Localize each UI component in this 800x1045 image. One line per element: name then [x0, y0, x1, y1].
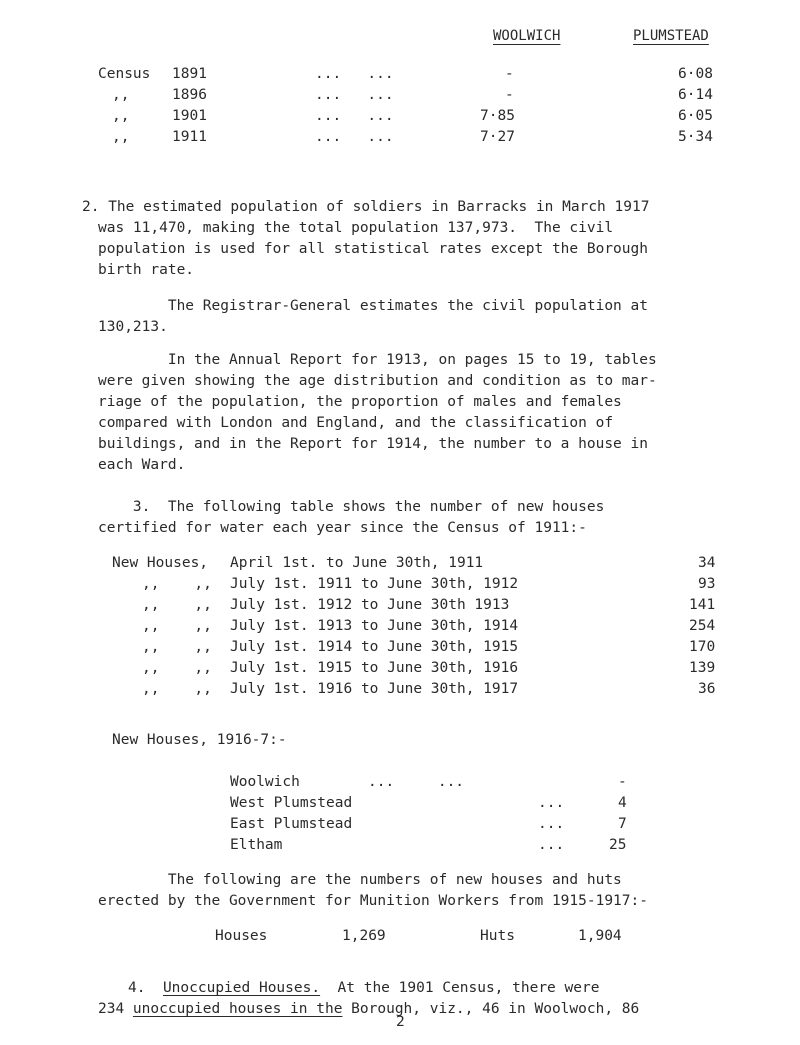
text-line: 3. The following table shows the number of new houses [98, 499, 605, 515]
table-row [0, 660, 800, 682]
text-line: erected by the Government for Munition Workers from 1915-1917:- [98, 893, 648, 909]
list-item [0, 774, 800, 796]
text-line: birth rate. [98, 262, 195, 278]
area-name: Eltham [230, 837, 283, 853]
huts-value: 1,904 [578, 928, 622, 944]
text-line: each Ward. [98, 457, 186, 473]
row-count: 170 [689, 639, 716, 655]
text-line [98, 978, 788, 999]
houses-label: Houses [215, 928, 268, 944]
table-row [0, 597, 800, 619]
list-item [0, 795, 800, 817]
leader-dots: ... [538, 795, 565, 811]
census-label: ,, [112, 129, 130, 145]
row-period: July 1st. 1912 to June 30th 1913 [230, 597, 510, 613]
census-row [0, 129, 800, 151]
row-prefix: New Houses, [112, 555, 209, 571]
census-year: 1896 [172, 87, 207, 103]
paragraph-munition [98, 870, 788, 912]
census-year: 1901 [172, 108, 207, 124]
row-period: July 1st. 1915 to June 30th, 1916 [230, 660, 519, 676]
text-line: 2. The estimated population of soldiers in Barracks in March 1917 [82, 199, 650, 215]
table-row [0, 618, 800, 640]
text-line: certified for water each year since the Census of 1911:- [98, 520, 587, 536]
table-row [0, 555, 800, 577]
text-line: compared with London and England, and the classification of [98, 415, 614, 431]
row-prefix: ,, ,, [142, 660, 212, 676]
text-fragment: Borough, viz., 46 in Woolwoch, 86 [342, 1001, 640, 1017]
census-row [0, 66, 800, 88]
text-line: buildings, and in the Report for 1914, the number to a house in [98, 436, 648, 452]
text-line: The following are the numbers of new houses and huts [98, 872, 622, 888]
text-line: 130,213. [98, 319, 168, 335]
plumstead-value: 5·34 [678, 129, 713, 145]
text-line: population is used for all statistical rates except the Borough [98, 241, 648, 257]
header-woolwich: WOOLWICH [493, 28, 561, 44]
area-count: 7 [618, 816, 627, 832]
woolwich-value: 7·85 [480, 108, 515, 124]
text-line: was 11,470, making the total population 137,973. The civil [98, 220, 614, 236]
munition-totals [0, 928, 800, 950]
row-period: April 1st. to June 30th, 1911 [230, 555, 484, 571]
census-year: 1911 [172, 129, 207, 145]
leader-dots: ... ... [315, 129, 394, 145]
table-row [0, 576, 800, 598]
area-name: West Plumstead [230, 795, 353, 811]
census-year: 1891 [172, 66, 207, 82]
list-item [0, 816, 800, 838]
row-count: 36 [698, 681, 716, 697]
leader-dots: ... [538, 816, 565, 832]
leader-dots: ... ... [315, 66, 394, 82]
area-count: 25 [609, 837, 627, 853]
paragraph-new-houses [98, 497, 788, 539]
row-prefix: ,, ,, [142, 576, 212, 592]
text-line: riage of the population, the proportion of males and females [98, 394, 622, 410]
area-name: East Plumstead [230, 816, 353, 832]
leader-dots: ... ... [368, 774, 465, 790]
area-name: Woolwich [230, 774, 300, 790]
table-row [0, 639, 800, 661]
text-fragment: 234 [98, 1001, 133, 1017]
section-number: 4. [128, 980, 146, 996]
row-count: 141 [689, 597, 716, 613]
paragraph-registrar [98, 296, 788, 338]
area-count: - [618, 774, 627, 790]
census-label: ,, [112, 87, 130, 103]
row-period: July 1st. 1911 to June 30th, 1912 [230, 576, 519, 592]
row-period: July 1st. 1914 to June 30th, 1915 [230, 639, 519, 655]
census-row [0, 87, 800, 109]
huts-label: Huts [480, 928, 515, 944]
plumstead-value: 6·08 [678, 66, 713, 82]
row-prefix: ,, ,, [142, 639, 212, 655]
text-fragment: At the 1901 Census, there were [320, 980, 600, 996]
header-plumstead: PLUMSTEAD [633, 28, 709, 44]
row-count: 139 [689, 660, 716, 676]
text-line [98, 999, 788, 1020]
census-label: ,, [112, 108, 130, 124]
paragraph-annual-report [98, 350, 788, 476]
page-number: 2 [396, 1014, 405, 1030]
census-label: Census [98, 66, 151, 82]
list-item [0, 837, 800, 859]
woolwich-value: 7·27 [480, 129, 515, 145]
text-line: In the Annual Report for 1913, on pages 15 to 19, tables [98, 352, 657, 368]
row-prefix: ,, ,, [142, 681, 212, 697]
section-heading: Unoccupied Houses. [162, 980, 321, 996]
houses-value: 1,269 [342, 928, 386, 944]
section-heading: New Houses, 1916-7:- [112, 732, 287, 748]
paragraph-soldiers [82, 197, 772, 281]
text-line: The Registrar-General estimates the civil population at [98, 298, 648, 314]
row-prefix: ,, ,, [142, 597, 212, 613]
leader-dots: ... ... [315, 87, 394, 103]
woolwich-value: - [505, 66, 514, 82]
plumstead-value: 6·05 [678, 108, 713, 124]
text-fragment: unoccupied houses in the [132, 1001, 343, 1017]
row-count: 93 [698, 576, 716, 592]
row-count: 254 [689, 618, 716, 634]
paragraph-unoccupied [98, 978, 788, 1020]
plumstead-value: 6·14 [678, 87, 713, 103]
area-count: 4 [618, 795, 627, 811]
leader-dots: ... [538, 837, 565, 853]
row-period: July 1st. 1916 to June 30th, 1917 [230, 681, 519, 697]
leader-dots: ... ... [315, 108, 394, 124]
row-period: July 1st. 1913 to June 30th, 1914 [230, 618, 519, 634]
text-line: were given showing the age distribution and condition as to mar- [98, 373, 657, 389]
woolwich-value: - [505, 87, 514, 103]
row-count: 34 [698, 555, 716, 571]
row-prefix: ,, ,, [142, 618, 212, 634]
census-row [0, 108, 800, 130]
table-row [0, 681, 800, 703]
